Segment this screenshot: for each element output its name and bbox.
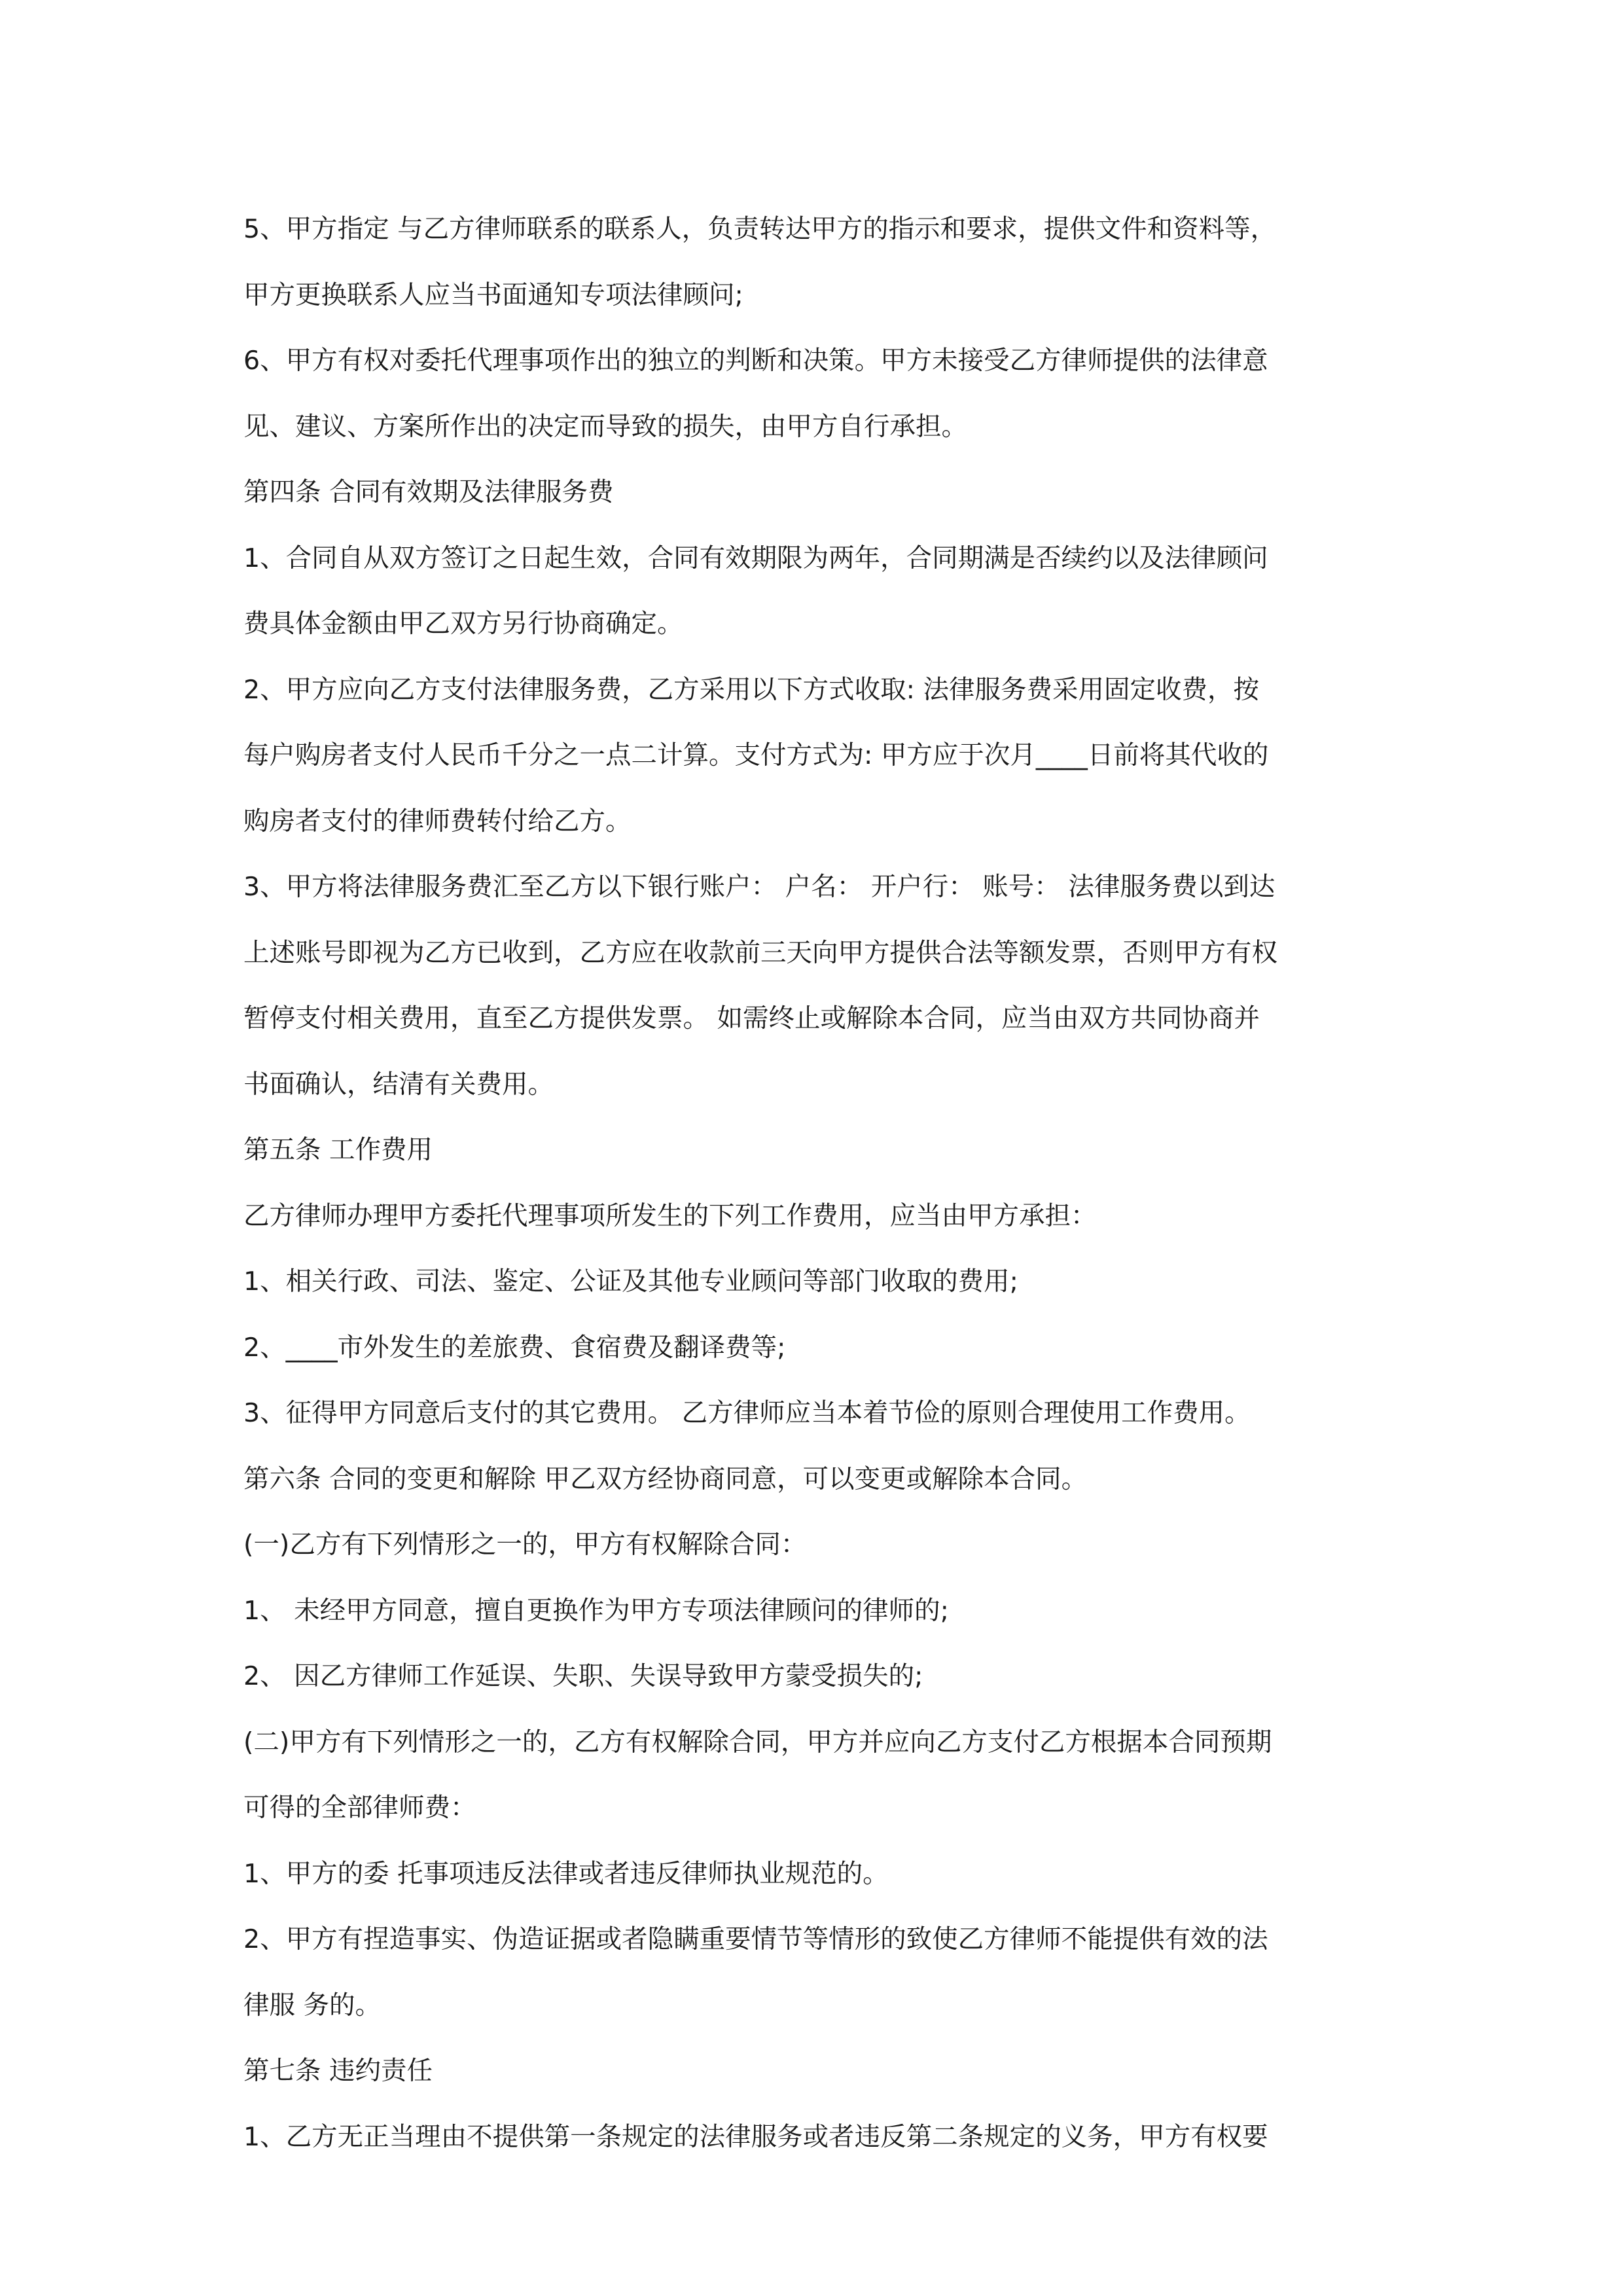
paragraph-line: (一)乙方有下列情形之一的，甲方有权解除合同： [243, 1530, 807, 1560]
paragraph-line: 乙方律师办理甲方委托代理事项所发生的下列工作费用，应当由甲方承担： [243, 1200, 1097, 1231]
section-heading: 第七条 违约责任 [243, 2056, 433, 2086]
paragraph-line: 1、 未经甲方同意，擅自更换作为甲方专项法律顾问的律师的; [243, 1595, 949, 1626]
paragraph-line: 2、甲方有捏造事实、伪造证据或者隐瞒重要情节等情形的致使乙方律师不能提供有效的法 [243, 1924, 1268, 1954]
paragraph-line: 甲方更换联系人应当书面通知专项法律顾问; [243, 279, 743, 310]
paragraph-line: 1、甲方的委 托事项违反法律或者违反律师执业规范的。 [243, 1858, 889, 1889]
paragraph-line: 2、____市外发生的差旅费、食宿费及翻译费等; [243, 1332, 786, 1363]
paragraph-line: 费具体金额由甲乙双方另行协商确定。 [243, 609, 683, 639]
paragraph-line: 1、乙方无正当理由不提供第一条规定的法律服务或者违反第二条规定的义务，甲方有权要 [243, 2121, 1268, 2152]
paragraph-line: 书面确认，结清有关费用。 [243, 1069, 554, 1100]
paragraph-line: 律服 务的。 [243, 1990, 382, 2020]
paragraph-line: 2、甲方应向乙方支付法律服务费，乙方采用以下方式收取: 法律服务费采用固定收费，按 [243, 674, 1259, 705]
paragraph-line: 暂停支付相关费用，直至乙方提供发票。 如需终止或解除本合同，应当由双方共同协商并 [243, 1003, 1260, 1033]
paragraph-line: 2、 因乙方律师工作延误、失职、失误导致甲方蒙受损失的; [243, 1661, 923, 1691]
paragraph-line: 5、甲方指定 与乙方律师联系的联系人，负责转达甲方的指示和要求，提供文件和资料等， [243, 214, 1277, 244]
paragraph-line: 购房者支付的律师费转付给乙方。 [243, 806, 632, 836]
paragraph-line: 3、甲方将法律服务费汇至乙方以下银行账户： 户名： 开户行： 账号： 法律服务费以到达 [243, 872, 1275, 902]
paragraph-line: 1、相关行政、司法、鉴定、公证及其他专业顾问等部门收取的费用; [243, 1266, 1018, 1297]
paragraph-line: 可得的全部律师费： [243, 1793, 476, 1823]
paragraph-line: 每户购房者支付人民币千分之一点二计算。支付方式为: 甲方应于次月____日前将其代收的 [243, 740, 1269, 770]
section-heading: 第六条 合同的变更和解除 甲乙双方经协商同意，可以变更或解除本合同。 [243, 1463, 1088, 1494]
section-heading: 第四条 合同有效期及法律服务费 [243, 477, 614, 507]
section-heading: 第五条 工作费用 [243, 1135, 433, 1165]
paragraph-line: 1、合同自从双方签订之日起生效，合同有效期限为两年，合同期满是否续约以及法律顾问 [243, 543, 1268, 573]
paragraph-line: 上述账号即视为乙方已收到，乙方应在收款前三天向甲方提供合法等额发票，否则甲方有权 [243, 937, 1277, 968]
paragraph-line: 6、甲方有权对委托代理事项作出的独立的判断和决策。甲方未接受乙方律师提供的法律意 [243, 346, 1268, 376]
paragraph-line: (二)甲方有下列情形之一的，乙方有权解除合同，甲方并应向乙方支付乙方根据本合同预期 [243, 1727, 1272, 1757]
paragraph-line: 3、征得甲方同意后支付的其它费用。 乙方律师应当本着节俭的原则合理使用工作费用。 [243, 1398, 1251, 1428]
paragraph-line: 见、建议、方案所作出的决定而导致的损失，由甲方自行承担。 [243, 411, 967, 442]
